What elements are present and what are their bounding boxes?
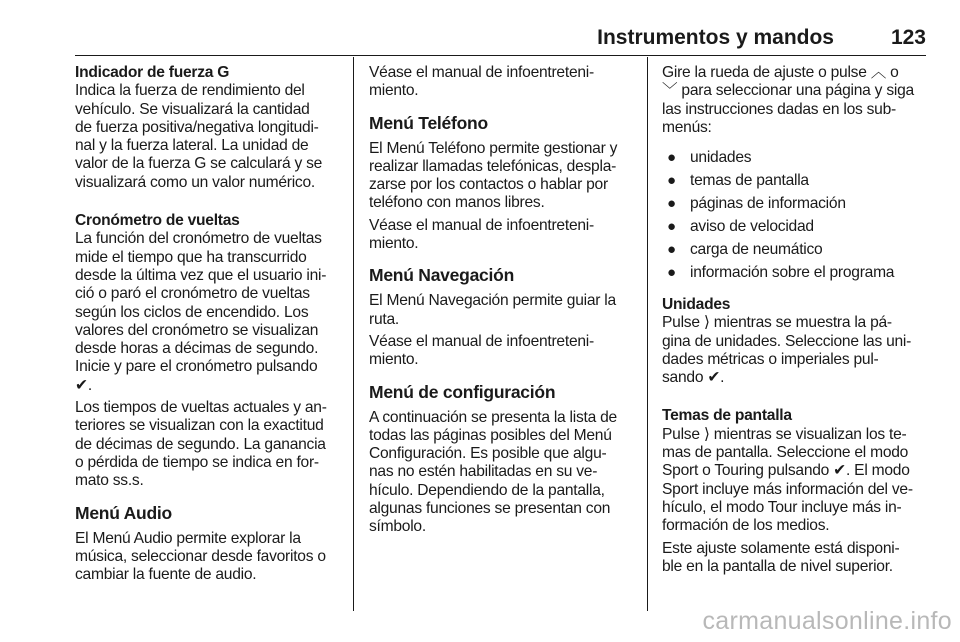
text-line: las instrucciones dadas en los sub- <box>662 100 896 118</box>
text-line: ruta. <box>369 310 399 328</box>
text-line: hículo, el modo Tour incluye más in- <box>662 498 902 516</box>
column-divider-2 <box>647 57 648 611</box>
text-line: valor de la fuerza G se calculará y se <box>75 155 323 173</box>
paragraph <box>369 292 637 329</box>
page-number: 123 <box>890 26 926 49</box>
text-line: miento. <box>369 82 419 100</box>
bullet-icon: ● <box>667 263 676 281</box>
text-line: de fuerza positiva/negativa longitudi- <box>75 118 319 136</box>
subsection-heading <box>662 296 930 314</box>
text-line: Unidades <box>662 295 731 313</box>
text-line: ció o paró el cronómetro de vueltas <box>75 285 310 303</box>
text-line: ble en la pantalla de nivel superior. <box>662 557 893 575</box>
bullet-icon: ● <box>667 217 676 235</box>
text-line: valores del cronómetro se visualizan <box>75 321 319 339</box>
section-heading <box>369 382 637 403</box>
text-line: Configuración. Es posible que algu- <box>369 445 607 463</box>
text-line: A continuación se presenta la lista de <box>369 408 617 426</box>
paragraph <box>662 426 930 536</box>
text-line: Sport o Touring pulsando ✔. El modo <box>662 462 910 480</box>
paragraph <box>662 64 930 137</box>
text-line: ﹀ para seleccionar una página y siga <box>662 82 914 100</box>
text-line: vehículo. Se visualizará la cantidad <box>75 100 310 118</box>
bullet-icon: ● <box>667 194 676 212</box>
list-item-label: páginas de información <box>690 194 846 212</box>
text-line: La función del cronómetro de vueltas <box>75 230 322 248</box>
paragraph <box>75 530 343 585</box>
text-line: Menú Audio <box>75 502 172 523</box>
list-item-label: información sobre el programa <box>690 263 895 281</box>
text-line: mas de pantalla. Seleccione el modo <box>662 444 909 462</box>
paragraph <box>662 540 930 577</box>
list-item-label: carga de neumático <box>690 240 823 258</box>
list-item <box>662 241 930 259</box>
column-divider-1 <box>353 57 354 611</box>
column-3 <box>662 64 930 576</box>
text-line: Véase el manual de infoentreteni- <box>369 64 594 81</box>
text-line: todas las páginas posibles del Menú <box>369 426 612 444</box>
bullet-icon: ● <box>667 172 676 190</box>
text-line: símbolo. <box>369 518 426 536</box>
list-item <box>662 264 930 282</box>
paragraph <box>75 399 343 490</box>
page-header <box>75 26 926 50</box>
text-line: o pérdida de tiempo se indica en for- <box>75 453 319 471</box>
text-line: mide el tiempo que ha transcurrido <box>75 248 307 266</box>
text-line: Gire la rueda de ajuste o pulse ︿ o <box>662 64 899 81</box>
text-line: Sport incluye más información del ve- <box>662 480 913 498</box>
text-line: Menú Teléfono <box>369 112 488 133</box>
section-heading <box>369 113 637 134</box>
subsection-heading <box>75 64 343 82</box>
text-line: Indicador de fuerza G <box>75 64 230 81</box>
text-line: Pulse ⟩ mientras se visualizan los te- <box>662 425 907 443</box>
paragraph <box>369 64 637 101</box>
text-line: ✔. <box>75 376 92 394</box>
paragraph <box>662 314 930 387</box>
list-item <box>662 218 930 236</box>
text-line: Indica la fuerza de rendimiento del <box>75 82 305 100</box>
paragraph <box>369 409 637 537</box>
text-line: algunas funciones se presentan con <box>369 500 611 518</box>
paragraph <box>75 82 343 192</box>
text-line: Menú de configuración <box>369 381 556 402</box>
paragraph <box>369 140 637 213</box>
text-line: El Menú Teléfono permite gestionar y <box>369 139 618 157</box>
list-item-label: temas de pantalla <box>690 172 809 190</box>
text-line: Este ajuste solamente está disponi- <box>662 539 900 557</box>
text-line: miento. <box>369 351 419 369</box>
column-1 <box>75 64 343 584</box>
paragraph <box>75 230 343 395</box>
text-line: Véase el manual de infoentreteni- <box>369 216 594 234</box>
paragraph <box>369 333 637 370</box>
text-line: Pulse ⟩ mientras se muestra la pá- <box>662 314 892 332</box>
text-line: Inicie y pare el cronómetro pulsando <box>75 358 318 376</box>
bullet-icon: ● <box>667 240 676 258</box>
text-line: visualizará como un valor numérico. <box>75 173 315 191</box>
text-line: gina de unidades. Seleccione las uni- <box>662 332 912 350</box>
text-line: Véase el manual de infoentreteni- <box>369 332 594 350</box>
text-line: cambiar la fuente de audio. <box>75 566 257 584</box>
text-line: formación de los medios. <box>662 517 830 535</box>
text-line: Temas de pantalla <box>662 407 792 425</box>
text-line: El Menú Audio permite explorar la <box>75 529 301 547</box>
text-line: desde la última vez que el usuario ini- <box>75 266 327 284</box>
text-line: teriores se visualizan con la exactitud <box>75 417 324 435</box>
header-rule <box>75 55 926 56</box>
text-line: Los tiempos de vueltas actuales y an- <box>75 399 327 417</box>
column-2 <box>369 64 637 537</box>
text-line: desde horas a décimas de segundo. <box>75 340 319 358</box>
text-line: mato ss.s. <box>75 472 144 490</box>
text-line: nas no estén habilitadas en su ve- <box>369 463 598 481</box>
text-line: miento. <box>369 235 419 253</box>
section-heading <box>75 503 343 524</box>
text-line: El Menú Navegación permite guiar la <box>369 292 616 310</box>
text-line: teléfono con manos libres. <box>369 194 545 212</box>
text-line: menús: <box>662 118 712 136</box>
list-item <box>662 172 930 190</box>
header-title: Instrumentos y mandos <box>597 26 834 49</box>
paragraph <box>369 217 637 254</box>
text-line: nal y la fuerza lateral. La unidad de <box>75 137 309 155</box>
text-line: realizar llamadas telefónicas, despla- <box>369 157 617 175</box>
text-line: zarse por los contactos o hablar por <box>369 176 608 194</box>
list-item-label: aviso de velocidad <box>690 217 814 235</box>
text-line: Menú Navegación <box>369 265 515 286</box>
text-line: hículo. Dependiendo de la pantalla, <box>369 481 605 499</box>
text-line: de décimas de segundo. La ganancia <box>75 435 326 453</box>
text-line: música, seleccionar desde favoritos o <box>75 547 326 565</box>
text-line: Cronómetro de vueltas <box>75 212 240 230</box>
list-item <box>662 195 930 213</box>
text-line: dades métricas o imperiales pul- <box>662 350 879 368</box>
watermark: carmanualsonline.info <box>702 607 952 635</box>
section-heading <box>369 265 637 286</box>
bullet-icon: ● <box>667 149 676 167</box>
text-line: según los ciclos de encendido. Los <box>75 303 309 321</box>
subsection-heading <box>662 407 930 425</box>
subsection-heading <box>75 212 343 230</box>
menu-list <box>662 149 930 282</box>
text-line: sando ✔. <box>662 369 725 387</box>
list-item-label: unidades <box>690 149 752 167</box>
list-item <box>662 149 930 167</box>
